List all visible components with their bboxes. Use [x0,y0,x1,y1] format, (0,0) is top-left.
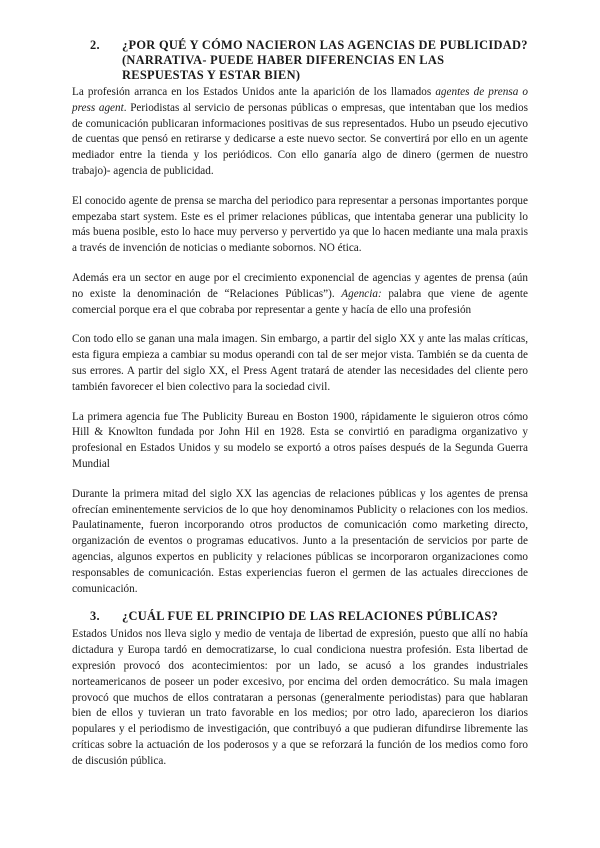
section-2-title: ¿POR QUÉ Y CÓMO NACIERON LAS AGENCIAS DE PUBLICIDAD? (NARRATIVA- PUEDE HABER DIFERENCIAS EN LAS RESPUESTAS Y ESTAR BIEN) [122,38,528,82]
italic-term-agencia: Agencia: [341,287,382,300]
paragraph-press-agents [72,85,528,180]
paragraph-agencia [72,271,528,318]
paragraph-text: La profesión arranca en los Estados Unidos ante la aparición de los llamados [72,86,436,98]
paragraph-first-pr: El conocido agente de prensa se marcha del periodico para representar a personas importantes porque empezaba start system. Este es el primer relaciones públicas, que intentaba generar una publicity lo más buena posible, esto lo hace muy perverso y pervertido ya que lo hacen mediante una mala praxis a través de invención de noticias o mediante sobornos. NO ética. [72,194,528,255]
paragraph-freedom-of-expression: Estados Unidos nos lleva siglo y medio de ventaja de libertad de expresión, puesto que allí no había dictadura y Europa tardó en democratizarse, lo cual condiciona nuestra profesión. Esta libertad de expresión provocó dos acontecimientos: por un lado, se acusó a los grandes industriales norteamericanos de poseer un poder excesivo, por encima del orden democrático. Su mala imagen provocó que muchos de ellos contrataran a personas (generalmente periodistas) para que hablaran bien de ellos y tuvieran un trato favorable en los medios; por otro lado, aparecieron los diarios populares y el periodismo de investigación, que contribuyó a que pudieran difundirse libremente las críticas sobre la actuación de los poderosos y a que se reforzará la función de los medios como foro de discusión pública. [72,628,528,767]
paragraph-first-agency: La primera agencia fue The Publicity Bureau en Boston 1900, rápidamente le siguieron otros cómo Hill & Knowlton fundada por John Hil en 1928. Esta se convirtió en paradigma organizativo y profesional en Estados Unidos y su modelo se exportó a otros países después de la Segunda Guerra Mundial [72,410,528,470]
paragraph-text: . Periodistas al servicio de personas públicas o empresas, que intentaban que los medios de comunicación publicaran informaciones positivas de sus representados. Hubo un pseudo ejecutivo de cuentas que pensó en retirarse y dedicarse a este nuevo sector. Se convertirá por ello en un agente mediador entre la tienda y los periódicos. Con ello ganaría algo de dinero (germen de nuestro trabajo)- agencia de publicidad. [72,101,528,177]
paragraph-text: palabra que viene de agente comercial porque era el que cobraba por representar a gente y hacía de ello una profesión [72,287,528,316]
paragraph-text: Además era un sector en auge por el crecimiento exponencial de agencias y agentes de prensa (aún no existe la denominación de “Relaciones Públicas”). [72,271,528,300]
section-3-number: 3. [90,609,100,624]
section-3-heading [90,609,528,624]
paragraph-bad-image: Con todo ello se ganan una mala imagen. Sin embargo, a partir del siglo XX y ante las malas críticas, esta figura empieza a cambiar su modus operandi con tal de ser mejor vista. También se da cuenta de sus errores. A partir del siglo XX, el Press Agent tratará de atender las necesidades del cliente pero también favorecer el bien colectivo para la sociedad civil. [72,333,528,393]
section-3-title: ¿CUÁL FUE EL PRINCIPIO DE LAS RELACIONES PÚBLICAS? [122,609,499,624]
paragraph-first-half-century: Durante la primera mitad del siglo XX las agencias de relaciones públicas y los agentes de prensa ofrecían eminentemente servicios de lo que hoy denominamos Publicity o relaciones con los medios. Paulatinamente, fueron incorporando otros productos de comunicación como marketing directo, organización de eventos o programas educativos. Junto a la presentación de servicios por parte de agencias, algunos expertos en publicity y relaciones públicas se incorporaron organizaciones como responsables de comunicación. Estas experiencias fueron el germen de las actuales direcciones de comunicación. [72,487,528,595]
italic-term-press-agent: agentes de prensa o press agent [72,86,528,114]
section-2-number: 2. [90,38,100,52]
section-2-heading [90,38,528,83]
